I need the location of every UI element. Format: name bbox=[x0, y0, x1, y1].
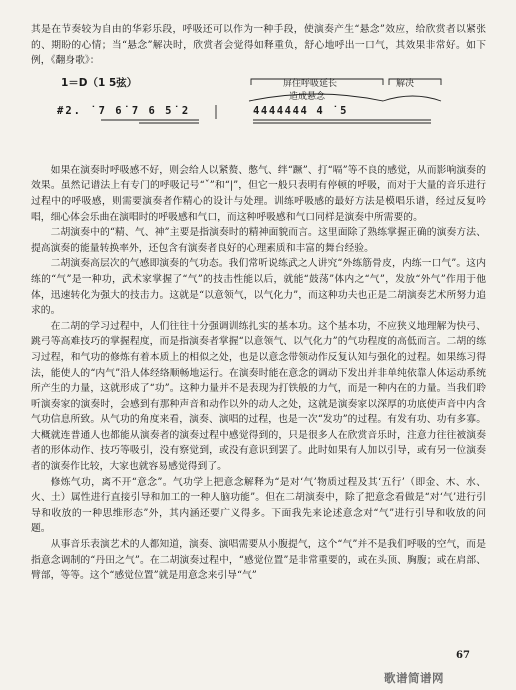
key-signature: 1＝D（1 5弦） bbox=[61, 76, 138, 89]
resolve-slur bbox=[383, 96, 441, 101]
page-number: 67 bbox=[456, 650, 470, 661]
notation-left: #2. ˙7 6˙7 6 5˙2 bbox=[57, 104, 191, 117]
site-watermark: 歌谱简谱网 bbox=[384, 671, 444, 685]
paragraph-intro: 其是在节奏较为自由的华彩乐段，呼吸还可以作为一种手段，使演奏产生“悬念”效应，给欣赏者以紧张的、期盼的心情；当“悬念”解决时，欣赏者会觉得如释重负，舒心地呼出一口气，其效果非常好。如下例，《翻身歌》： bbox=[31, 24, 486, 67]
music-example bbox=[31, 71, 486, 159]
paragraph-spirit: 二胡演奏中的“精、气、神”主要是指演奏时的精神面貌而言。这里面除了熟练掌握正确的演奏方法、提高演奏的能量转换率外，还包含有演奏者良好的心理素质和丰富的舞台经验。 bbox=[31, 227, 486, 254]
paragraph-qigong: 二胡演奏高层次的气感即演奏的气功态。我们常听说练武之人讲究“外练筋骨皮，内练一口气”。这内练的“气”是一种功，武术家掌握了“气”的技击性能以后，就能“鼓荡”体内之“气”，发放“外气”作用于他体，迅速转化为强大的技击力。这就是“以意领气，以气化力”，而这种功夫也正是二胡演奏艺术所努力追求的。 bbox=[31, 258, 486, 317]
page-body bbox=[31, 22, 486, 584]
paragraph-dantian: 从事音乐表演艺术的人都知道，演奏、演唱需要从小腹提气，这个“气”并不是我们呼吸的空气，而是指意念调制的“丹田之气”。在二胡演奏过程中，“感觉位置”是非常重要的，或在头顶、胸腹；或在肩部、臂部，等等。这个“感觉位置”就是用意念来引导“气” bbox=[31, 539, 486, 582]
paragraph-breathing: 如果在演奏时呼吸感不好，则会给人以紧赘、憋气、绊“蹶”、打“嗝”等不良的感觉，从而影响演奏的效果。虽然记谱法上有专门的呼吸记号“ˇ”和“|”，但它一般只表明有停顿的呼吸，而对于大量的音乐进行过程中的呼吸感，则需要演奏者作精心的设计与处理。训练呼吸感的最好方法是模唱乐谱，经过反复吟唱，细心体会乐曲在演唱时的呼吸感和气口，而这种呼吸感和气口同样是演奏中所需要的。 bbox=[31, 164, 486, 223]
paragraph-intention: 修炼气功，离不开“意念”。气功学上把意念解释为“是对‘气’物质过程及其‘五行’（即金、木、水、火、土）属性进行直接引导和加工的一种人脑功能”。但在二胡演奏中，除了把意念看做是“对‘气’进行引导和收放的一种思维形态”外，其内涵还要广义得多。下面我先来论述意念对“气”进行引导和收放的问题。 bbox=[31, 476, 486, 535]
tension-label: 造成悬念 bbox=[289, 91, 326, 102]
notation-right: 4444444 4 ˙5 bbox=[253, 104, 349, 117]
resolve-label: 解决 bbox=[396, 78, 415, 89]
hold-label: 屏住呼吸延长 bbox=[283, 78, 338, 89]
paragraph-basic-skill: 在二胡的学习过程中，人们往往十分强调训练扎实的基本功。这个基本功，不应狭义地理解为快弓、跳弓等高难技巧的掌握程度，而是指演奏者掌握“以意领气、以气化力”的气功程度的高低而言。二胡的练习过程，和气功的修炼有着本质上的相似之处，也是以意念带领动作反复认知与强化的过程。如果练习得法，能使人的“内气”沿人体经络顺畅地运行。在演奏时能在意念的调动下发出并非单纯依靠人体运动系统所产生的力量，这就形成了“功”。这种力量并不是表现为打铁般的力气，而是一种内在的力量。当我们聆听演奏家的演奏时，会感到有那种声音和动作以外的动人之处，这就是演奏家以深厚的功底使声音中内含气功信息所致。从气功的角度来看，演奏、演唱的过程，也是一次“发功”的过程。有发有功、功有多寡。大概就连普通人也都能从演奏者的演奏过程中感觉得到的，只是很多人在欣赏音乐时，注意力往往被演奏者的形体动作、技巧等吸引，没有察觉到，或没有意识到罢了。此时如果有人加以引导，或有另一位演奏者的演奏作比较，大家也就容易感觉得到了。 bbox=[31, 320, 486, 473]
